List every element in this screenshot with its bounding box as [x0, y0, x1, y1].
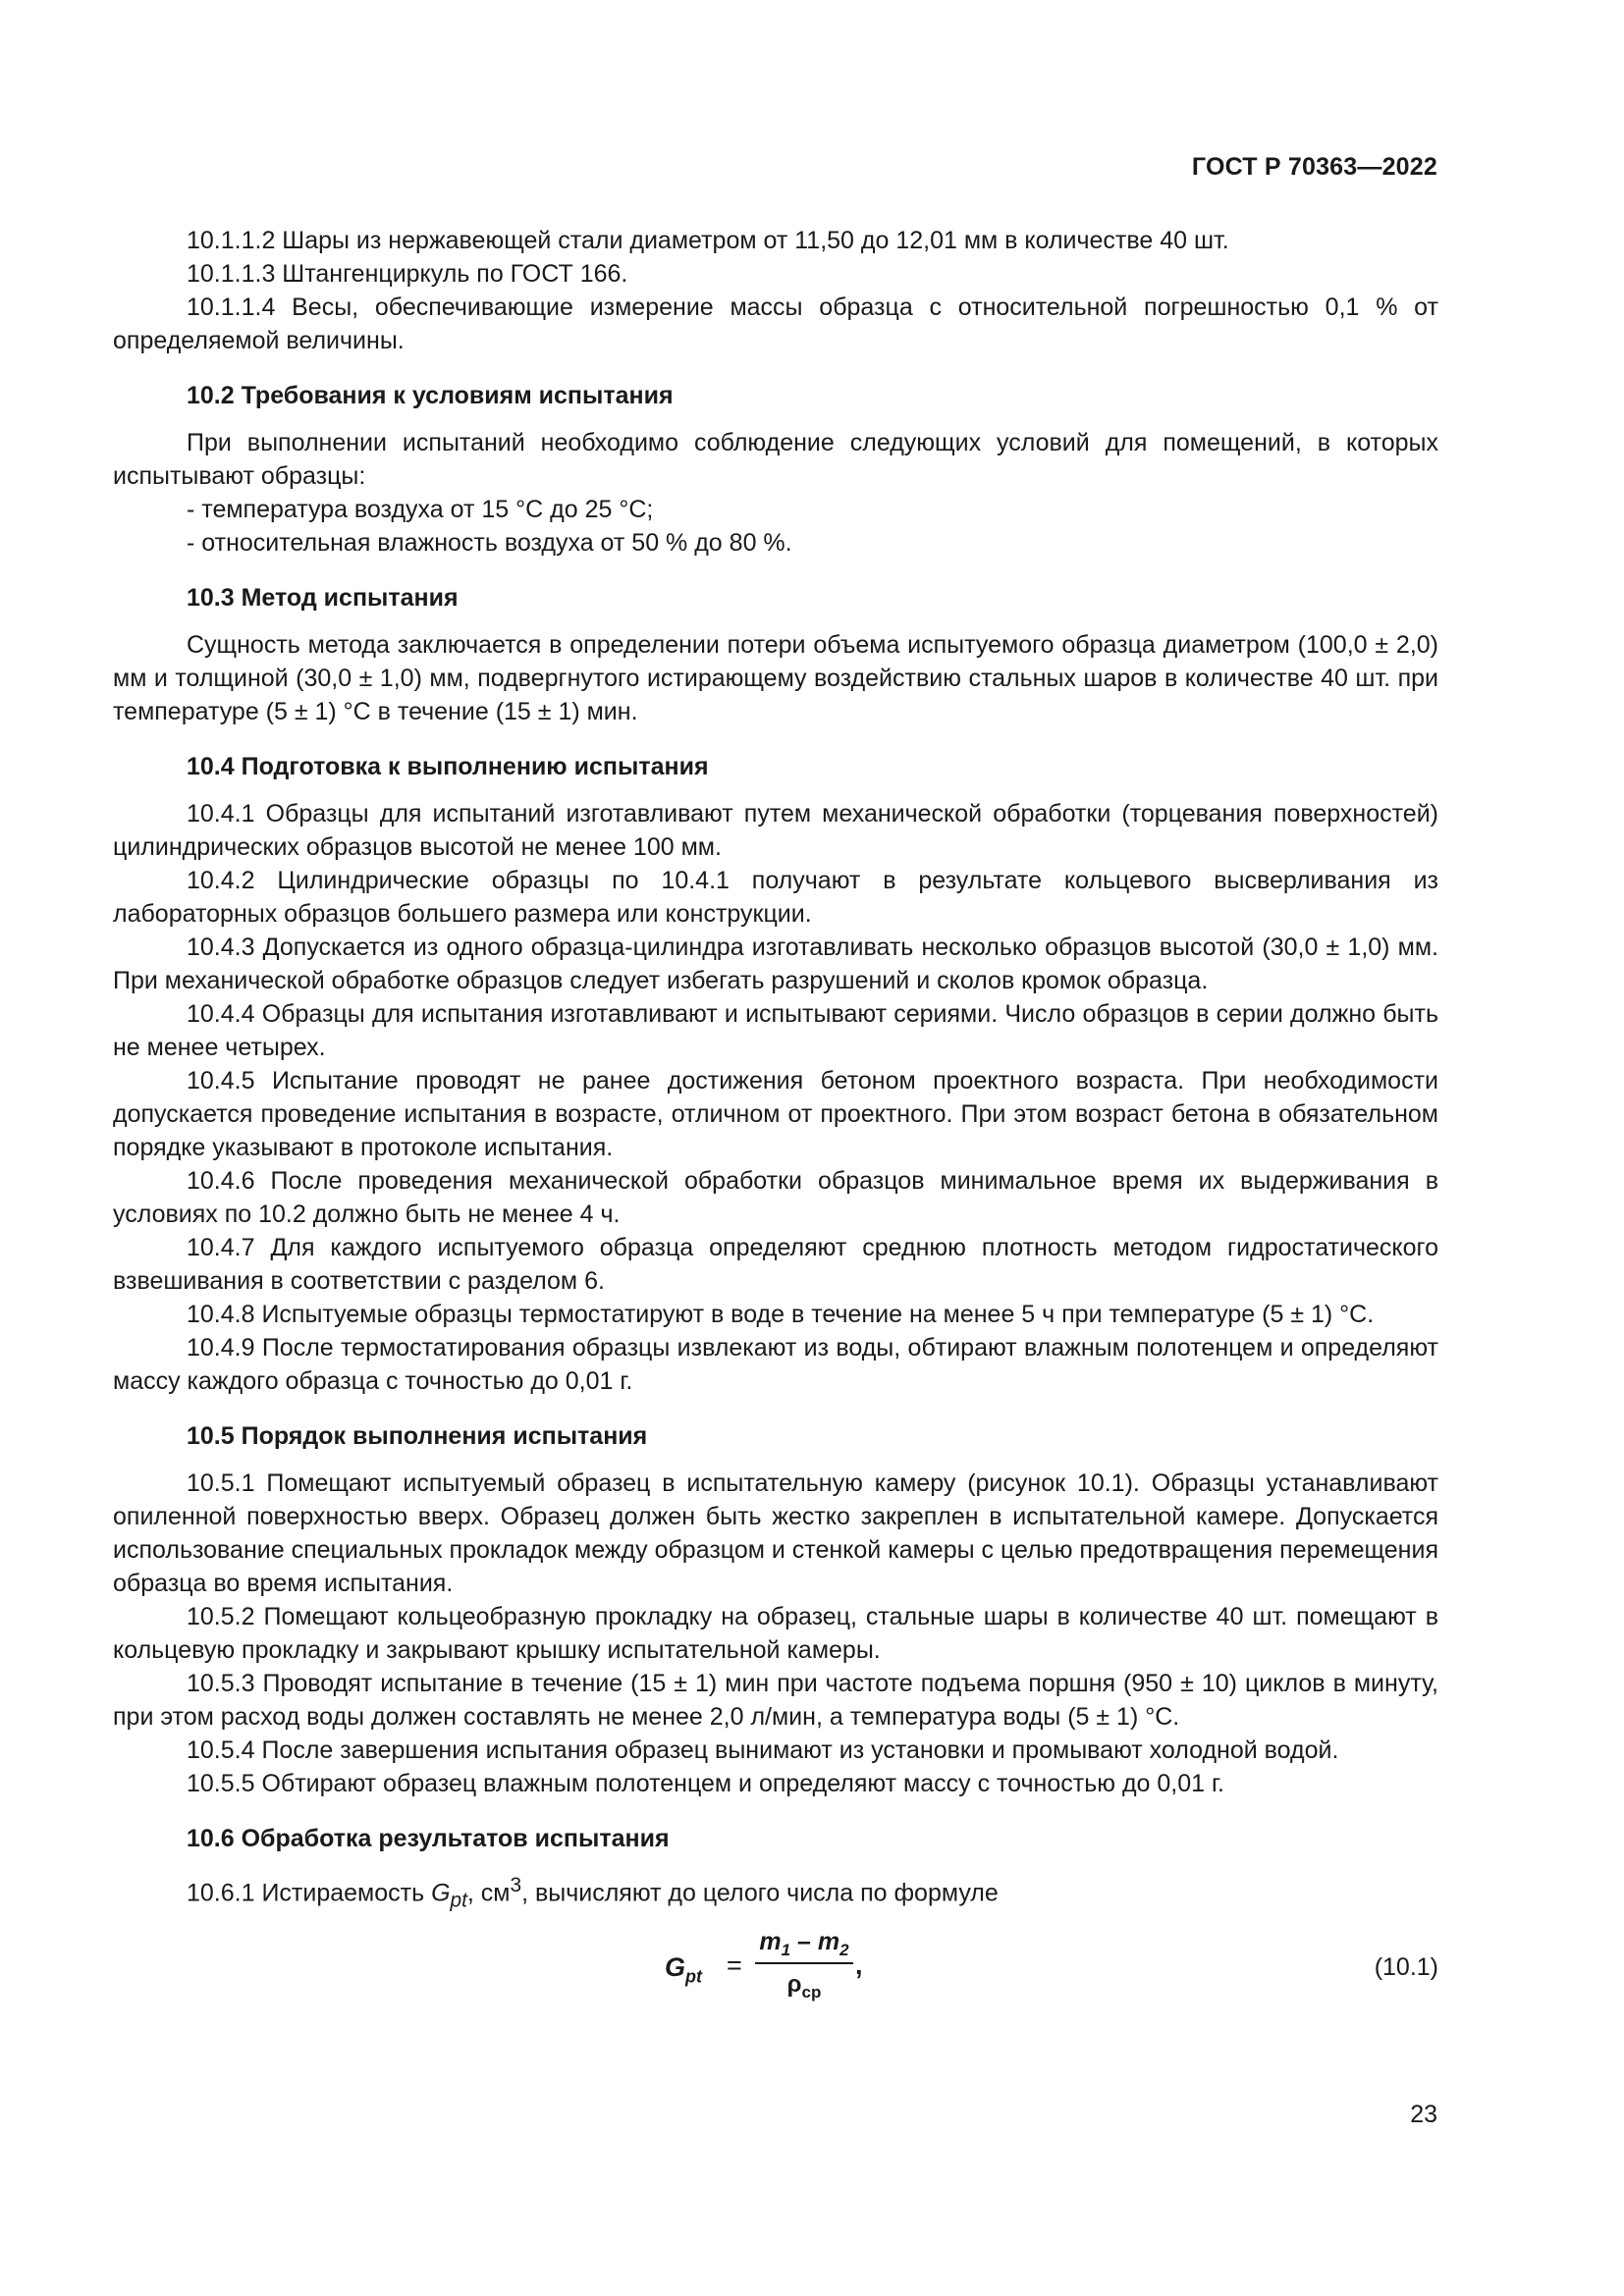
- paragraph-10-4-7: 10.4.7 Для каждого испытуемого образца определяют среднюю плотность методом гидростатического взвешивания в соответствии с разделом 6.: [113, 1234, 1438, 1295]
- paragraph-10-2: При выполнении испытаний необходимо соблюдение следующих условий для помещений, в которых испытывают образцы:: [113, 429, 1438, 490]
- unit-text: , см: [466, 1879, 511, 1907]
- paragraph-10-6-1: [113, 1869, 1438, 1917]
- formula-minus: –: [790, 1928, 818, 1956]
- paragraph-10-4-3: 10.4.3 Допускается из одного образца-цилиндра изготавливать несколько образцов высотой (30,0 ± 1,0) мм. При механической обработке образцов следует избегать разрушений и сколов кромок образца.: [113, 934, 1438, 994]
- paragraph-10-4-9: 10.4.9 После термостатирования образцы извлекают из воды, обтирают влажным полотенцем и определяют массу каждого образца с точностью до 0,01 г.: [113, 1334, 1438, 1395]
- paragraph-10-4-1: 10.4.1 Образцы для испытаний изготавливают путем механической обработки (торцевания поверхностей) цилиндрических образцов высотой не менее 100 мм.: [113, 800, 1438, 861]
- symbol-g-subscript: pt: [450, 1889, 467, 1912]
- formula-m1: m: [759, 1928, 782, 1956]
- formula-rho-subscript: ср: [801, 1983, 822, 2002]
- formula-rho: ρ: [786, 1971, 802, 1999]
- formula-m1-subscript: 1: [781, 1941, 791, 1960]
- paragraph-10-5-5: 10.5.5 Обтирают образец влажным полотенцем и определяют массу с точностью до 0,01 г.: [187, 1770, 1224, 1797]
- paragraph-10-5-4: 10.5.4 После завершения испытания образец вынимают из установки и промывают холодной водой.: [187, 1736, 1339, 1764]
- document-code-header: ГОСТ Р 70363—2022: [1191, 153, 1437, 181]
- paragraph-10-4-2: 10.4.2 Цилиндрические образцы по 10.4.1 получают в результате кольцевого высверливания из лабораторных образцов большего размера или конструкции.: [113, 867, 1438, 928]
- paragraph-10-1-1-4: 10.1.1.4 Весы, обеспечивающие измерение массы образца с относительной погрешностью 0,1 % от определяемой величины.: [113, 294, 1438, 354]
- formula-lhs: [665, 1950, 702, 1993]
- symbol-g: G: [431, 1879, 451, 1907]
- formula-lhs-symbol: G: [665, 1952, 686, 1983]
- section-heading-10-2: 10.2 Требования к условиям испытания: [187, 382, 674, 409]
- paragraph-10-4-6: 10.4.6 После проведения механической обработки образцов минимальное время их выдерживания в условиях по 10.2 должно быть не менее 4 ч.: [113, 1167, 1438, 1228]
- formula-equals: =: [727, 1950, 742, 1981]
- list-item-temperature: - температура воздуха от 15 °С до 25 °С;: [187, 496, 654, 523]
- formula-m2-subscript: 2: [839, 1941, 849, 1960]
- paragraph-10-5-3: 10.5.3 Проводят испытание в течение (15 ± 1) мин при частоте подъема поршня (950 ± 10) циклов в минуту, при этом расход воды должен составлять не менее 2,0 л/мин, а температура воды (5 ± 1) °С.: [113, 1670, 1438, 1731]
- formula-comma: ,: [855, 1950, 863, 1981]
- paragraph-10-1-1-3: 10.1.1.3 Штангенциркуль по ГОСТ 166.: [187, 260, 628, 288]
- formula-block: [113, 1925, 1438, 2013]
- paragraph-10-6-1-suffix: , вычисляют до целого числа по формуле: [521, 1879, 999, 1907]
- paragraph-10-4-5: 10.4.5 Испытание проводят не ранее достижения бетоном проектного возраста. При необходимости допускается проведение испытания в возрасте, отличном от проектного. При этом возраст бетона в обязательном порядке указывают в протоколе испытания.: [113, 1067, 1438, 1161]
- unit-superscript: 3: [510, 1874, 522, 1896]
- paragraph-10-4-8: 10.4.8 Испытуемые образцы термостатируют в воде в течение на менее 5 ч при температуре (5 ± 1) °С.: [187, 1301, 1375, 1328]
- paragraph-10-3: Сущность метода заключается в определении потери объема испытуемого образца диаметром (100,0 ± 2,0) мм и толщиной (30,0 ± 1,0) мм, подвергнутого истирающему воздействию стальных шаров в количестве 40 шт. при температуре (5 ± 1) °С в течение (15 ± 1) мин.: [113, 631, 1438, 725]
- formula-number: (10.1): [1374, 1953, 1438, 1982]
- formula-lhs-subscript: pt: [685, 1966, 703, 1987]
- list-item-humidity: - относительная влажность воздуха от 50 % до 80 %.: [187, 529, 792, 557]
- paragraph-10-4-4: 10.4.4 Образцы для испытания изготавливают и испытывают сериями. Число образцов в серии должно быть не менее четырех.: [113, 1000, 1438, 1061]
- section-heading-10-3: 10.3 Метод испытания: [187, 584, 459, 612]
- formula-10-1: [665, 1925, 900, 2013]
- paragraph-10-5-1: 10.5.1 Помещают испытуемый образец в испытательную камеру (рисунок 10.1). Образцы устанавливают опиленной поверхностью вверх. Образец должен быть жестко закреплен в испытательной камере. Допускается использование специальных прокладок между образцом и стенкой камеры с целью предотвращения перемещения образца во время испытания.: [113, 1469, 1438, 1597]
- page-number: 23: [1410, 2101, 1437, 2128]
- formula-numerator: [755, 1925, 853, 1967]
- paragraph-10-5-2: 10.5.2 Помещают кольцеобразную прокладку на образец, стальные шары в количестве 40 шт. помещают в кольцевую прокладку и закрывают крышку испытательной камеры.: [113, 1603, 1438, 1664]
- section-heading-10-5: 10.5 Порядок выполнения испытания: [187, 1422, 648, 1450]
- formula-denominator: [755, 1968, 853, 2009]
- formula-m2: m: [817, 1928, 840, 1956]
- paragraph-10-6-1-prefix: 10.6.1 Истираемость: [187, 1879, 432, 1907]
- section-heading-10-6: 10.6 Обработка результатов испытания: [187, 1825, 670, 1852]
- fraction-bar: [755, 1962, 853, 1964]
- page-content: [113, 224, 1438, 2013]
- section-heading-10-4: 10.4 Подготовка к выполнению испытания: [187, 753, 709, 780]
- paragraph-10-1-1-2: 10.1.1.2 Шары из нержавеющей стали диаметром от 11,50 до 12,01 мм в количестве 40 шт.: [187, 227, 1229, 254]
